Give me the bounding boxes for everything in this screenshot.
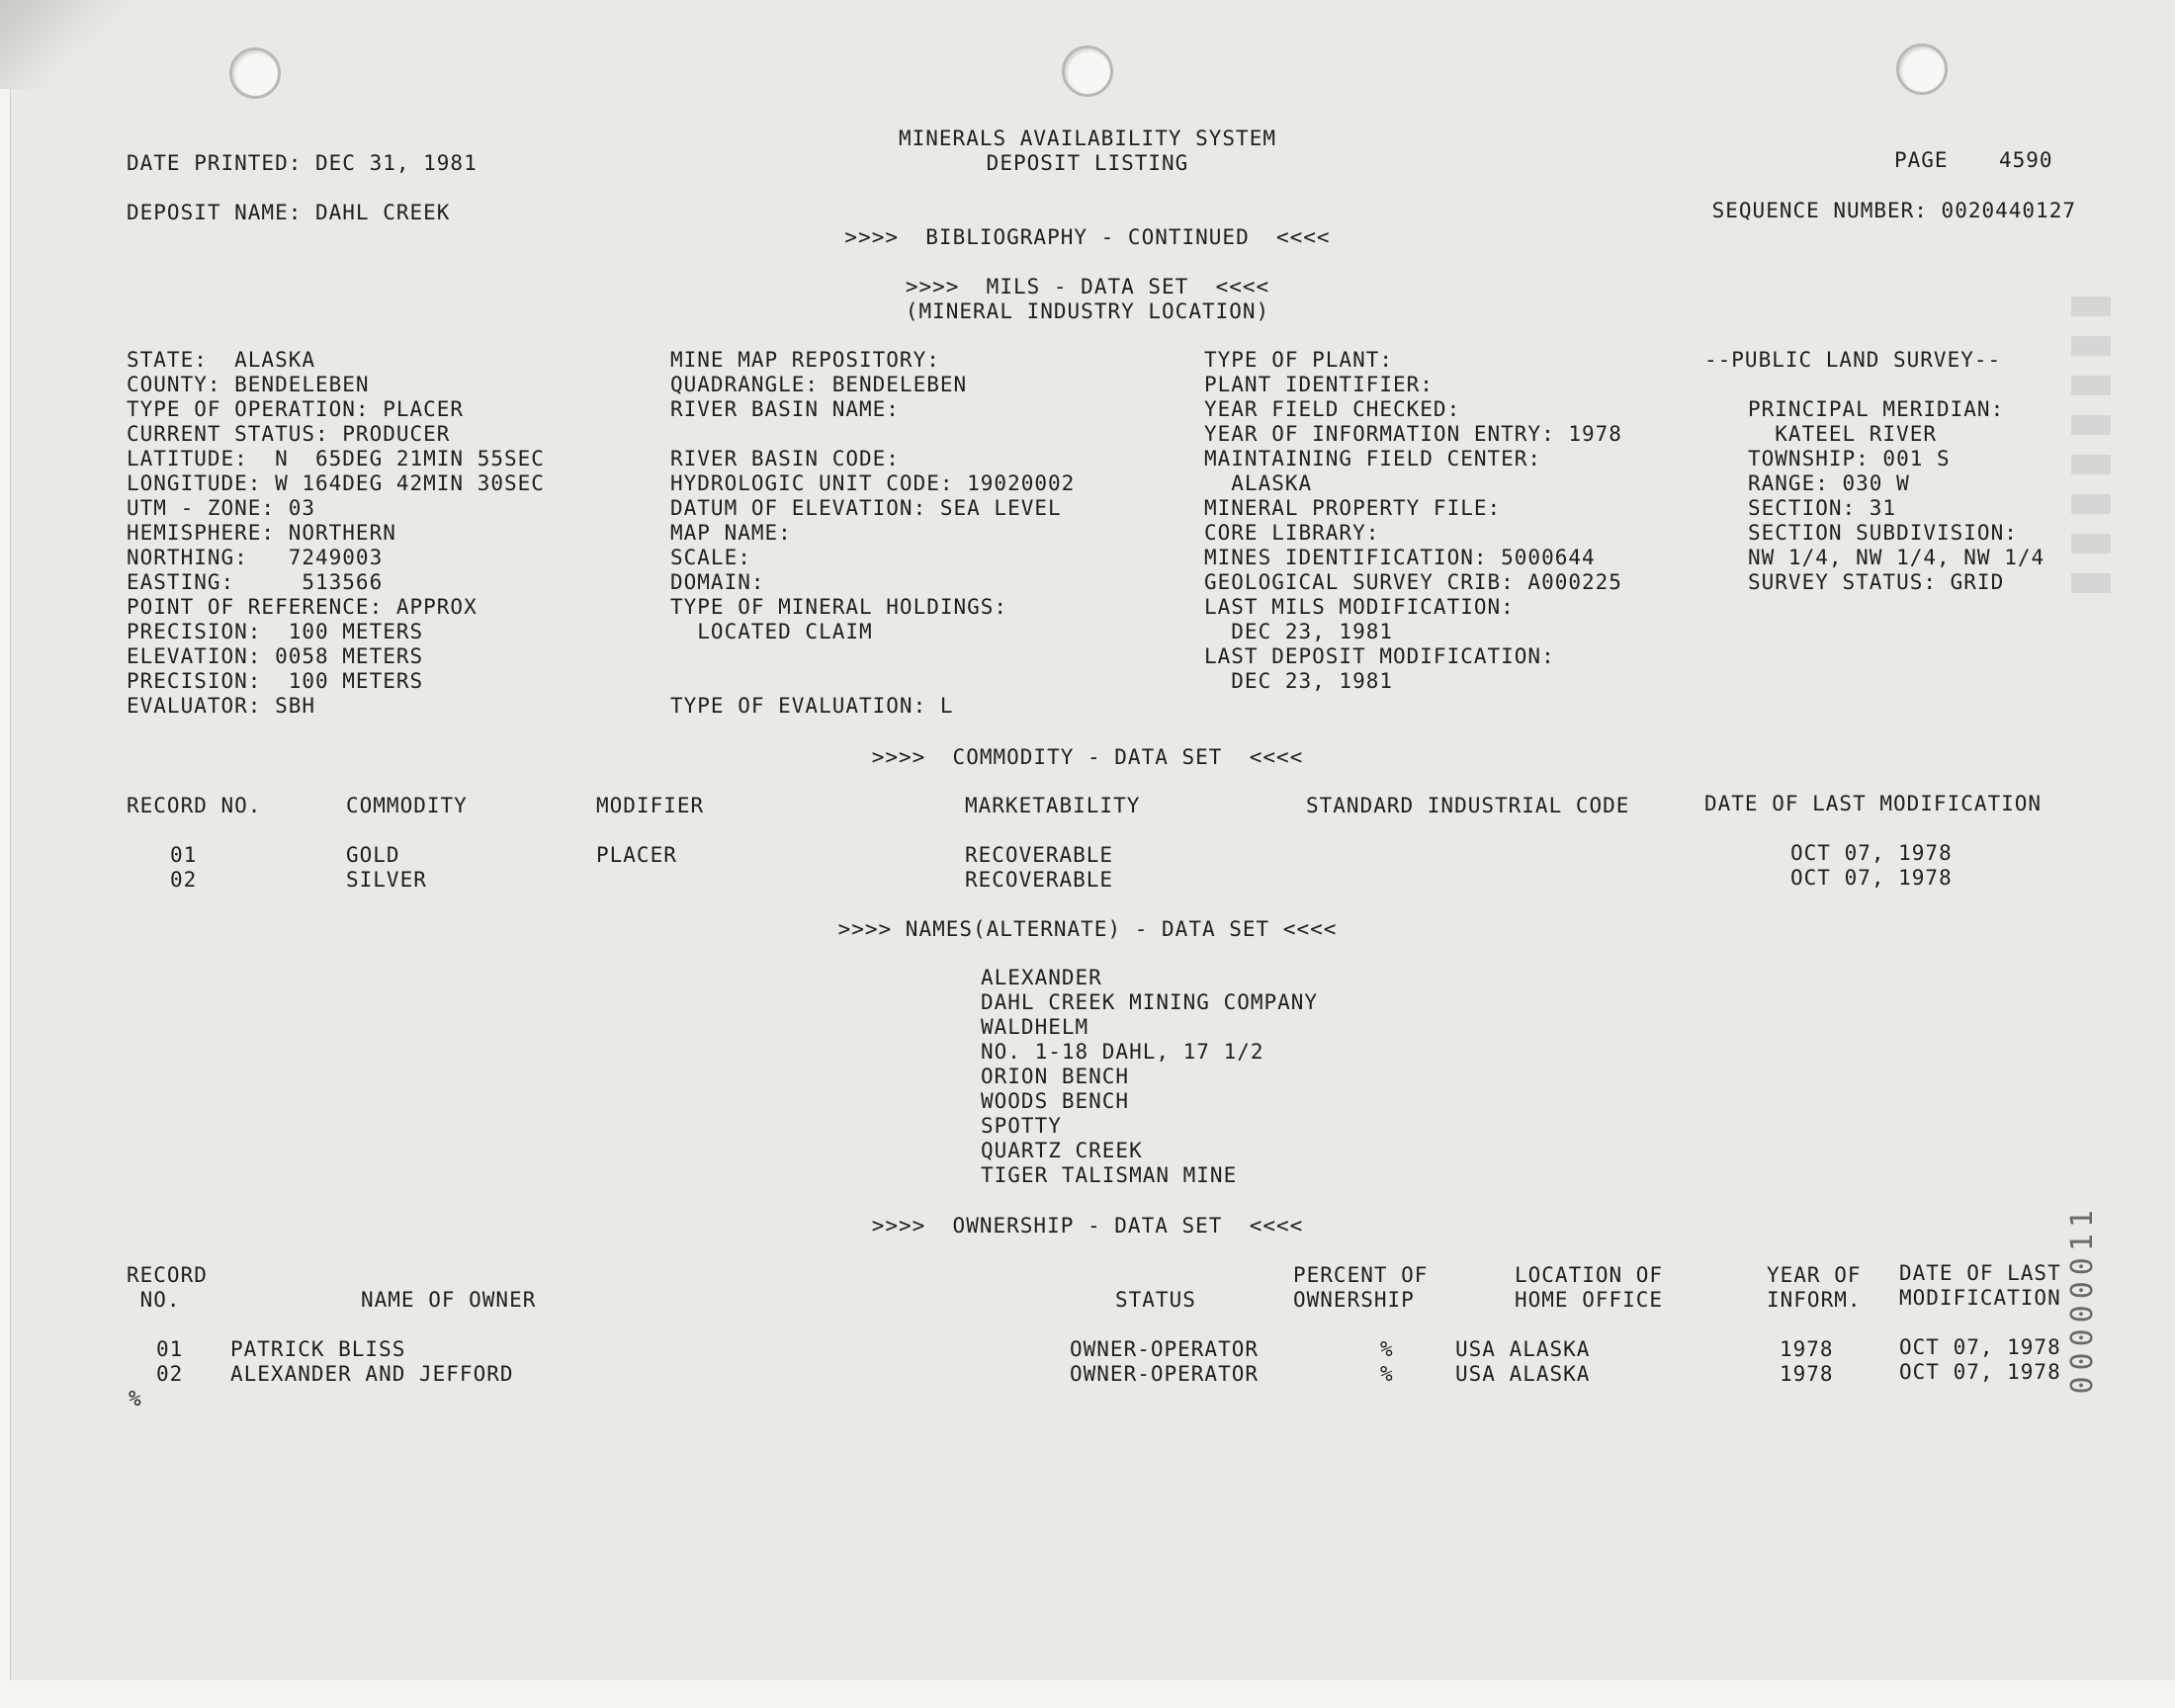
commodity-header-modifier: MODIFIER (596, 794, 705, 817)
system-title: MINERALS AVAILABILITY SYSTEM (898, 127, 1276, 150)
commodity-date: OCT 07, 1978 (1790, 841, 1953, 865)
mils-field (670, 644, 1075, 669)
names-heading: >>>> NAMES(ALTERNATE) - DATA SET <<<< (837, 917, 1338, 941)
bleed-through-stamp (2071, 297, 2111, 593)
ownership-heading: >>>> OWNERSHIP - DATA SET <<<< (871, 1214, 1304, 1238)
commodity-header-record: RECORD NO. (127, 794, 262, 817)
ownership-header-record: RECORD (127, 1263, 208, 1287)
commodity-marketability: RECOVERABLE (965, 868, 1114, 892)
owner-year: 1978 (1780, 1362, 1834, 1386)
mils-field: SECTION: 31 (1748, 496, 1897, 520)
ownership-header-location: LOCATION OF (1515, 1263, 1664, 1287)
mils-field: PRINCIPAL MERIDIAN: (1748, 397, 2005, 421)
mils-field: DEC 23, 1981 (1204, 669, 1394, 693)
public-land-survey-title: --PUBLIC LAND SURVEY-- (1704, 348, 2002, 372)
commodity-record: 02 (170, 868, 198, 892)
mils-field: LONGITUDE: W 164DEG 42MIN 30SEC (127, 471, 545, 495)
mils-field: SCALE: (670, 546, 751, 569)
owner-name: ALEXANDER AND JEFFORD (230, 1362, 514, 1386)
owner-year: 1978 (1780, 1337, 1834, 1361)
punch-hole-right (1896, 43, 1948, 95)
listing-title: DEPOSIT LISTING (986, 151, 1189, 175)
mils-field: YEAR OF INFORMATION ENTRY: 1978 (1204, 422, 1622, 446)
owner-percent: % (1380, 1337, 1394, 1361)
mils-field: MAP NAME: (670, 521, 792, 545)
owner-status: OWNER-OPERATOR (1070, 1337, 1260, 1361)
commodity-header-marketability: MARKETABILITY (965, 794, 1141, 817)
mils-field: TYPE OF PLANT: (1204, 348, 1394, 372)
ownership-header-date: DATE OF LAST (1899, 1261, 2061, 1285)
commodity-name: SILVER (346, 868, 427, 892)
bibliography-heading: >>>> BIBLIOGRAPHY - CONTINUED <<<< (844, 225, 1331, 249)
mils-field: EASTING: 513566 (127, 570, 384, 594)
mils-field: HYDROLOGIC UNIT CODE: 19020002 (670, 471, 1076, 495)
owner-date: OCT 07, 1978 (1899, 1360, 2061, 1384)
mils-field: PRECISION: 100 METERS (127, 620, 424, 643)
mils-field: KATEEL RIVER (1748, 422, 1938, 446)
mils-field: NW 1/4, NW 1/4, NW 1/4 (1748, 546, 2045, 569)
mils-field: PRECISION: 100 METERS (127, 669, 424, 693)
mils-field: MINERAL PROPERTY FILE: (1204, 496, 1502, 520)
ownership-record: 02 (156, 1362, 184, 1386)
mils-heading: >>>> MILS - DATA SET <<<< (905, 275, 1270, 299)
mils-field: CORE LIBRARY: (1204, 521, 1380, 545)
mils-field (670, 422, 1075, 447)
owner-status: OWNER-OPERATOR (1070, 1362, 1260, 1386)
alternate-name: ORION BENCH (981, 1065, 1130, 1088)
mils-field: LATITUDE: N 65DEG 21MIN 55SEC (127, 447, 545, 470)
mils-field: HEMISPHERE: NORTHERN (127, 521, 396, 545)
mils-column-location (127, 348, 545, 719)
punch-hole-left (229, 47, 281, 99)
mils-field: TYPE OF EVALUATION: L (670, 694, 954, 718)
mils-field (1748, 373, 2044, 397)
mils-field: UTM - ZONE: 03 (127, 496, 316, 520)
ownership-header-percent: PERCENT OF (1293, 1263, 1429, 1287)
ownership-header-date-2: MODIFICATION (1899, 1286, 2061, 1310)
mils-field: MINES IDENTIFICATION: 5000644 (1204, 546, 1596, 569)
mils-field: DEC 23, 1981 (1204, 620, 1394, 643)
deposit-name: DEPOSIT NAME: DAHL CREEK (127, 201, 451, 224)
ownership-header-year-2: INFORM. (1767, 1288, 1862, 1312)
date-printed: DATE PRINTED: DEC 31, 1981 (127, 151, 478, 175)
mils-field: SECTION SUBDIVISION: (1748, 521, 2018, 545)
commodity-header-sic: STANDARD INDUSTRIAL CODE (1306, 794, 1630, 817)
alternate-name: TIGER TALISMAN MINE (981, 1163, 1238, 1187)
mils-field (670, 669, 1075, 694)
mils-field: RIVER BASIN NAME: (670, 397, 900, 421)
owner-location: USA ALASKA (1455, 1337, 1591, 1361)
alternate-names-list (981, 966, 1318, 1188)
ownership-header-status: STATUS (1115, 1288, 1196, 1312)
mils-field: COUNTY: BENDELEBEN (127, 373, 370, 396)
mils-field: POINT OF REFERENCE: APPROX (127, 595, 478, 619)
commodity-header-commodity: COMMODITY (346, 794, 468, 817)
ownership-record: 01 (156, 1337, 184, 1361)
mils-field: CURRENT STATUS: PRODUCER (127, 422, 451, 446)
commodity-modifier: PLACER (596, 843, 677, 867)
page-label: PAGE (1894, 148, 1949, 172)
sequence-number: SEQUENCE NUMBER: 0020440127 (1711, 199, 2076, 222)
mils-subheading: (MINERAL INDUSTRY LOCATION) (905, 299, 1270, 323)
mils-field: TYPE OF MINERAL HOLDINGS: (670, 595, 1008, 619)
mils-field: PLANT IDENTIFIER: (1204, 373, 1434, 396)
commodity-heading: >>>> COMMODITY - DATA SET <<<< (871, 745, 1304, 769)
alternate-name: SPOTTY (981, 1114, 1062, 1138)
ownership-header-percent-2: OWNERSHIP (1293, 1288, 1415, 1312)
owner-percent: % (1380, 1362, 1394, 1386)
mils-field: LOCATED CLAIM (670, 620, 873, 643)
mils-field: NORTHING: 7249003 (127, 546, 384, 569)
alternate-name: WALDHELM (981, 1015, 1089, 1039)
commodity-name: GOLD (346, 843, 400, 867)
mils-field: RANGE: 030 W (1748, 471, 1910, 495)
mils-field: QUADRANGLE: BENDELEBEN (670, 373, 968, 396)
mils-field: DATUM OF ELEVATION: SEA LEVEL (670, 496, 1062, 520)
alternate-name: NO. 1-18 DAHL, 17 1/2 (981, 1040, 1264, 1064)
mils-field: LAST DEPOSIT MODIFICATION: (1204, 644, 1555, 668)
ownership-header-year: YEAR OF (1767, 1263, 1862, 1287)
alternate-name: DAHL CREEK MINING COMPANY (981, 990, 1319, 1014)
mils-field: LAST MILS MODIFICATION: (1204, 595, 1515, 619)
mils-field: DOMAIN: (670, 570, 765, 594)
mils-field: SURVEY STATUS: GRID (1748, 570, 2005, 594)
alternate-name: ALEXANDER (981, 966, 1102, 989)
mils-column-map (670, 348, 1075, 719)
alternate-name: QUARTZ CREEK (981, 1139, 1143, 1162)
ownership-header-location-2: HOME OFFICE (1515, 1288, 1664, 1312)
owner-date: OCT 07, 1978 (1899, 1335, 2061, 1359)
ownership-header-name: NAME OF OWNER (361, 1288, 537, 1312)
mils-field: YEAR FIELD CHECKED: (1204, 397, 1461, 421)
mils-field: ALASKA (1204, 471, 1313, 495)
mils-field: MINE MAP REPOSITORY: (670, 348, 940, 372)
page-number: 4590 (1999, 148, 2053, 172)
mils-field: STATE: ALASKA (127, 348, 316, 372)
mils-column-plant (1204, 348, 1622, 694)
mils-field: EVALUATOR: SBH (127, 694, 316, 718)
torn-corner (0, 0, 138, 89)
ownership-footer-mark: % (129, 1387, 142, 1410)
commodity-date: OCT 07, 1978 (1790, 866, 1953, 890)
mils-field: TOWNSHIP: 001 S (1748, 447, 1951, 470)
owner-location: USA ALASKA (1455, 1362, 1591, 1386)
punch-hole-center (1062, 45, 1113, 97)
alternate-name: WOODS BENCH (981, 1089, 1130, 1113)
commodity-marketability: RECOVERABLE (965, 843, 1114, 867)
mils-field: TYPE OF OPERATION: PLACER (127, 397, 465, 421)
mils-column-survey (1748, 373, 2044, 595)
ownership-header-record-no: NO. (127, 1288, 181, 1312)
mils-field: GEOLOGICAL SURVEY CRIB: A000225 (1204, 570, 1622, 594)
commodity-header-date: DATE OF LAST MODIFICATION (1704, 792, 2043, 815)
commodity-record: 01 (170, 843, 198, 867)
mils-field: ELEVATION: 0058 METERS (127, 644, 424, 668)
mils-field: MAINTAINING FIELD CENTER: (1204, 447, 1542, 470)
mils-field: RIVER BASIN CODE: (670, 447, 900, 470)
owner-name: PATRICK BLISS (230, 1337, 406, 1361)
document-page (10, 0, 2175, 1680)
microfilm-stamp-number: 00000011 (2065, 1204, 2100, 1395)
